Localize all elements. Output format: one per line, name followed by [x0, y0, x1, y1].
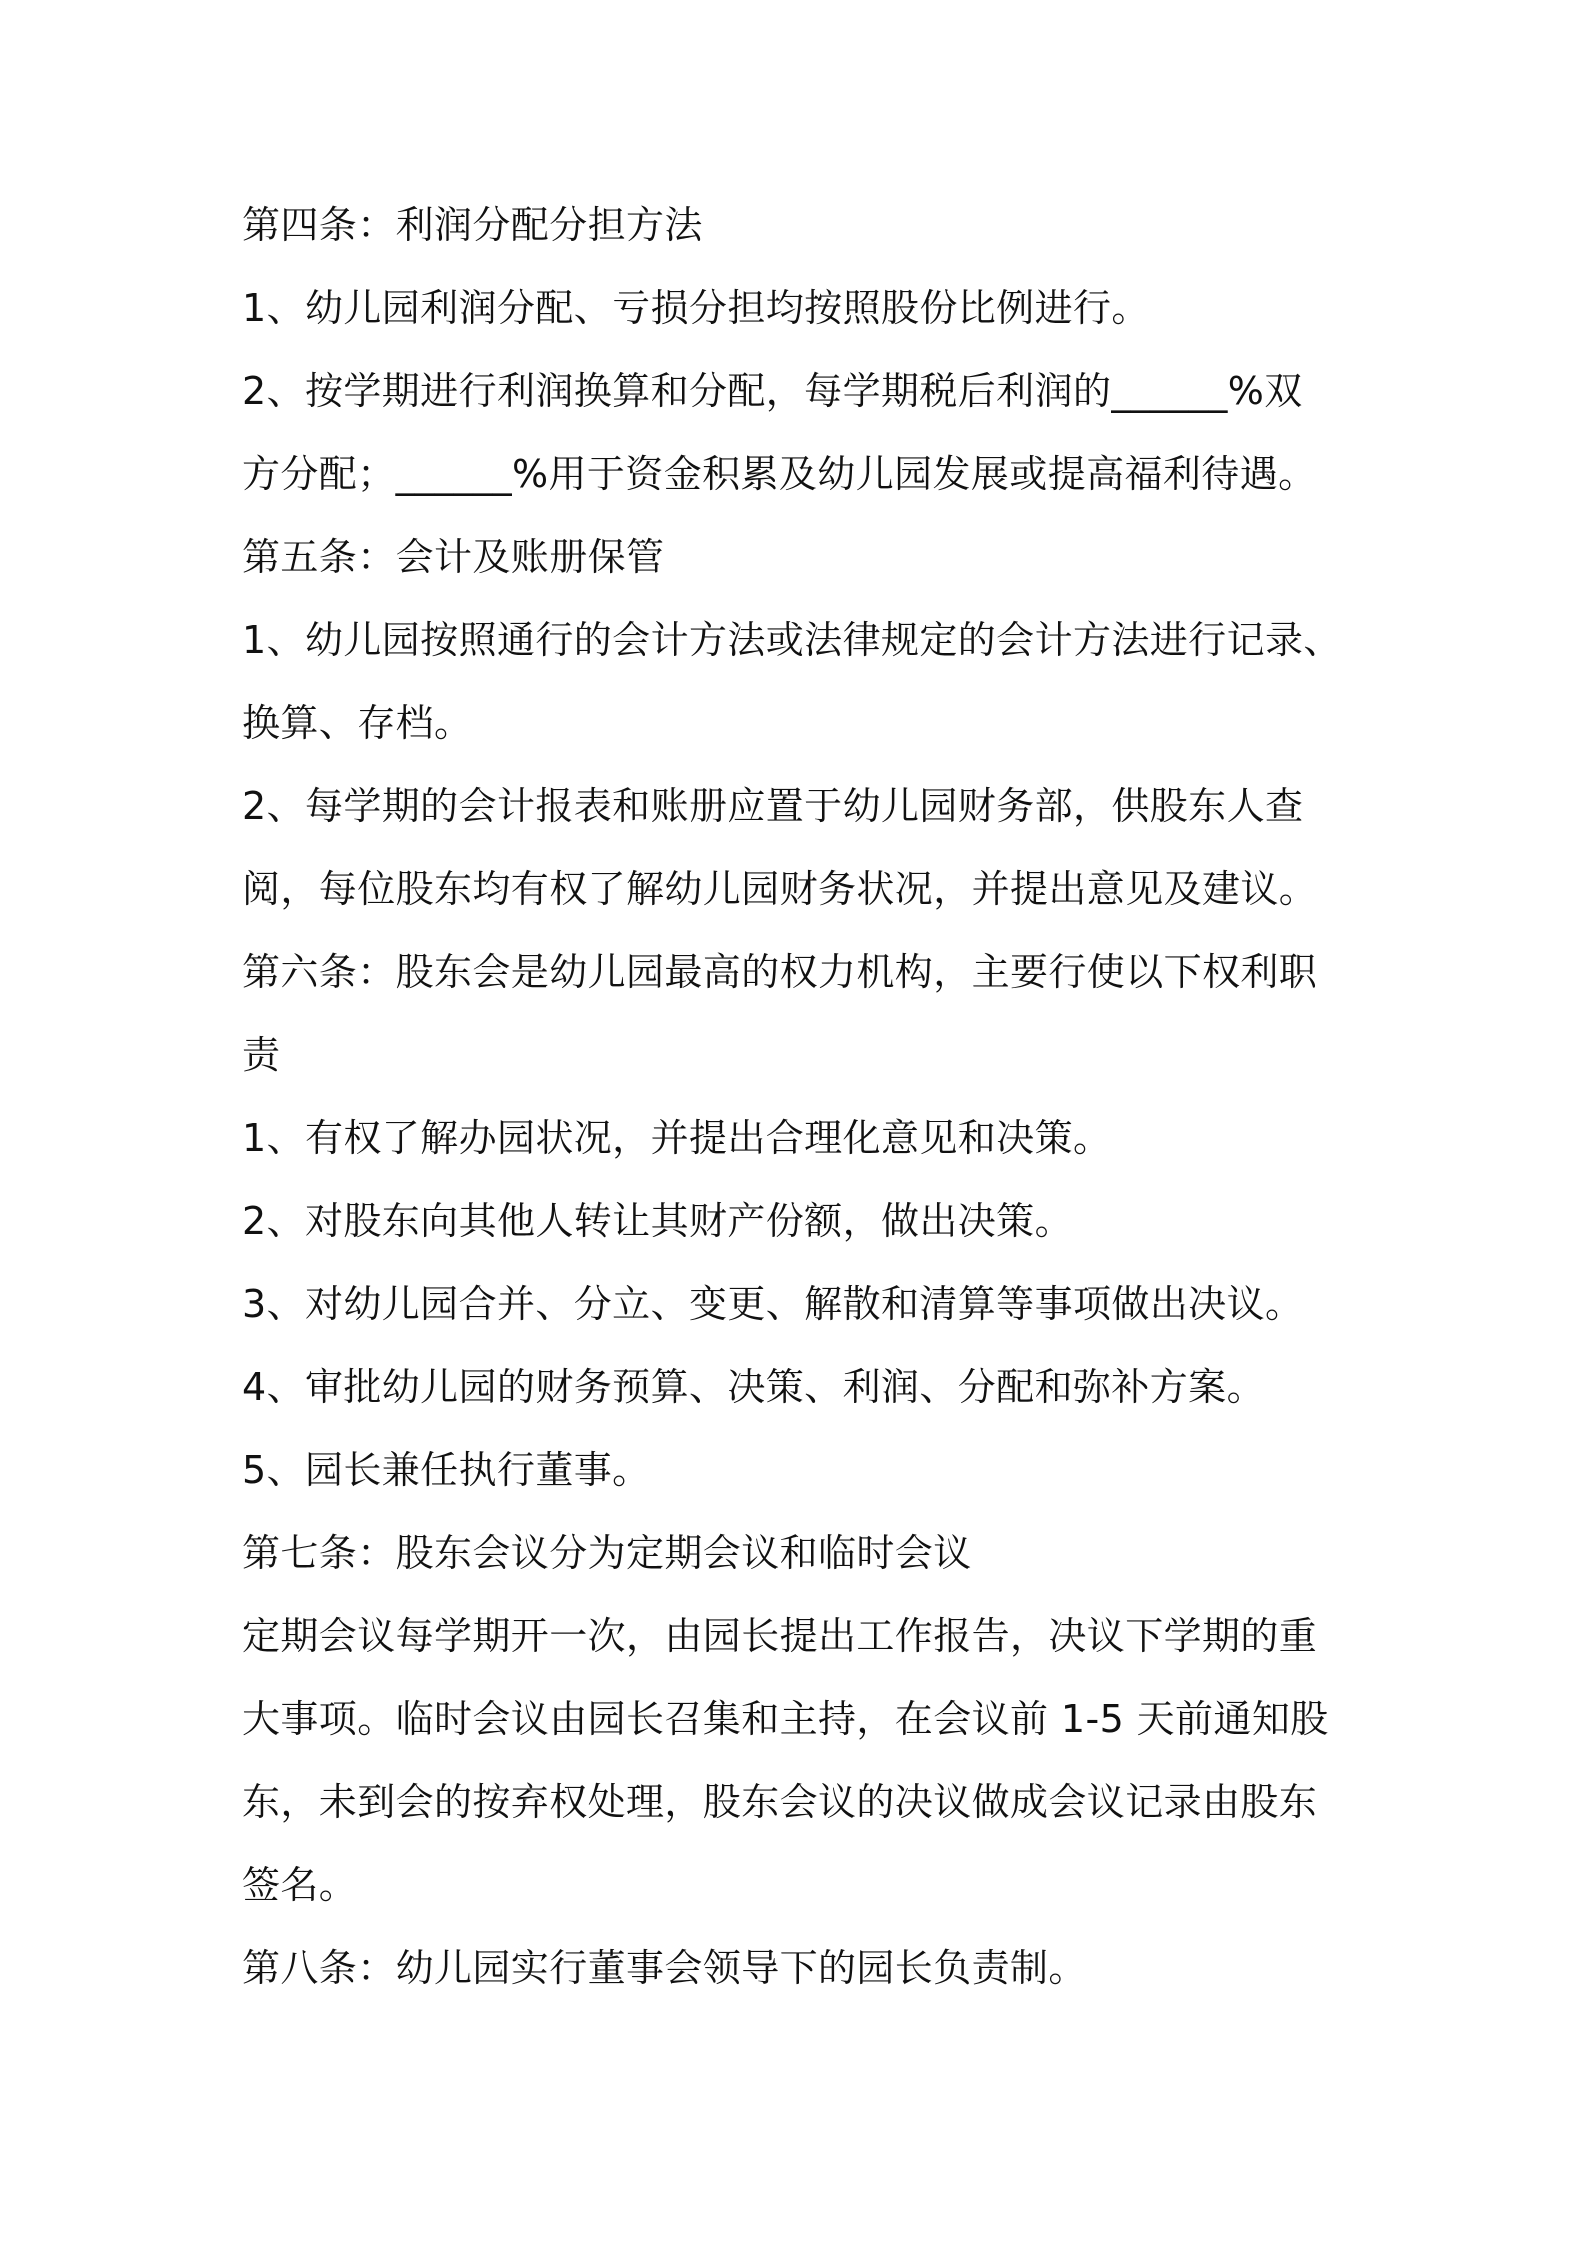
article-5-item-1-line-1: 1、幼儿园按照通行的会计方法或法律规定的会计方法进行记录、	[242, 618, 1342, 662]
article-4-item-2-line-1: 2、按学期进行利润换算和分配，每学期税后利润的______%双	[242, 369, 1303, 413]
document-body	[242, 196, 1377, 2022]
article-7-paragraph-line-2: 大事项。临时会议由园长召集和主持，在会议前 1-5 天前通知股	[242, 1697, 1329, 1741]
article-5-item-2-line-2: 阅，每位股东均有权了解幼儿园财务状况，并提出意见及建议。	[242, 867, 1318, 911]
article-5-item-1-line-2: 换算、存档。	[242, 701, 473, 745]
article-7-paragraph-line-1: 定期会议每学期开一次，由园长提出工作报告，决议下学期的重	[242, 1614, 1318, 1658]
article-6-heading-line-2: 责	[242, 1033, 281, 1077]
article-6-item-1: 1、有权了解办园状况，并提出合理化意见和决策。	[242, 1116, 1112, 1160]
article-6-item-3: 3、对幼儿园合并、分立、变更、解散和清算等事项做出决议。	[242, 1282, 1304, 1326]
article-6-item-4: 4、审批幼儿园的财务预算、决策、利润、分配和弥补方案。	[242, 1365, 1265, 1409]
article-7-paragraph-line-3: 东，未到会的按弃权处理，股东会议的决议做成会议记录由股东	[242, 1780, 1318, 1824]
article-5-item-2-line-1: 2、每学期的会计报表和账册应置于幼儿园财务部，供股东人查	[242, 784, 1304, 828]
article-5-heading: 第五条：会计及账册保管	[242, 535, 665, 579]
article-7-heading: 第七条：股东会议分为定期会议和临时会议	[242, 1531, 972, 1575]
article-7-paragraph-line-4: 签名。	[242, 1863, 358, 1907]
article-8-heading: 第八条：幼儿园实行董事会领导下的园长负责制。	[242, 1946, 1087, 1990]
article-6-heading-line-1: 第六条：股东会是幼儿园最高的权力机构，主要行使以下权利职	[242, 950, 1318, 994]
article-6-item-5: 5、园长兼任执行董事。	[242, 1448, 651, 1492]
article-4-heading: 第四条：利润分配分担方法	[242, 203, 703, 247]
article-6-item-2: 2、对股东向其他人转让其财产份额，做出决策。	[242, 1199, 1073, 1243]
article-4-item-2-line-2: 方分配；______%用于资金积累及幼儿园发展或提高福利待遇。	[242, 452, 1317, 496]
article-4-item-1: 1、幼儿园利润分配、亏损分担均按照股份比例进行。	[242, 286, 1150, 330]
